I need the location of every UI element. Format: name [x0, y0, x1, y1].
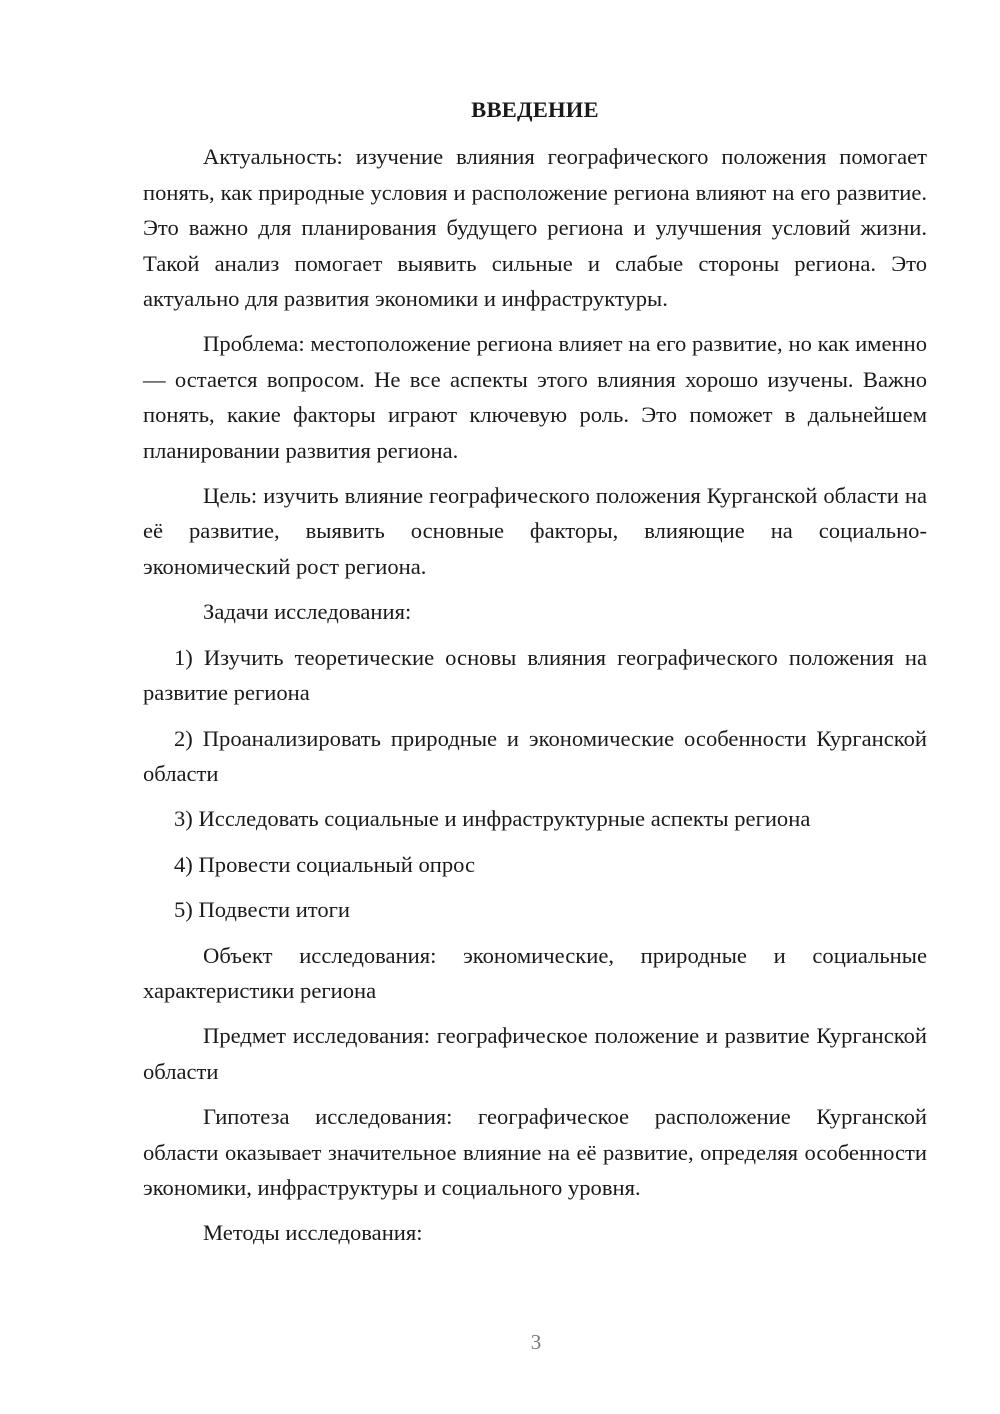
task-item-5: 5) Подвести итоги	[174, 897, 351, 923]
subject-paragraph: Предмет исследования: географическое положение и развитие Курганской области	[143, 1023, 927, 1084]
goal-paragraph: Цель: изучить влияние географического положения Курганской области на её развитие, выявить основные факторы, влияющие на социально-экономический рост региона.	[143, 483, 927, 579]
task-item-1: 1) Изучить теоретические основы влияния географического положения на развитие региона	[143, 644, 927, 706]
page-content	[143, 92, 927, 1261]
page-title: ВВЕДЕНИЕ	[471, 97, 599, 122]
page-number: 3	[530, 1330, 542, 1354]
methods-heading: Методы исследования:	[203, 1220, 423, 1246]
hypothesis-paragraph: Гипотеза исследования: географическое расположение Курганской области оказывает значительное влияние на её развитие, определяя особенности экономики, инфраструктуры и социального уровня.	[143, 1104, 927, 1200]
problem-paragraph: Проблема: местоположение региона влияет на его развитие, но как именно — остается вопросом. Не все аспекты этого влияния хорошо изучены. Важно понять, какие факторы играют ключевую роль. Это поможет в дальнейшем планировании развития региона.	[143, 331, 927, 463]
task-item-3: 3) Исследовать социальные и инфраструктурные аспекты региона	[174, 806, 811, 832]
tasks-heading: Задачи исследования:	[203, 599, 412, 625]
object-paragraph: Объект исследования: экономические, природные и социальные характеристики региона	[143, 942, 927, 1003]
task-item-4: 4) Провести социальный опрос	[174, 851, 476, 877]
relevance-paragraph: Актуальность: изучение влияния географического положения помогает понять, как природные условия и расположение региона влияют на его развитие. Это важно для планирования будущего региона и улучшения условий жизни. Такой анализ помогает выявить сильные и слабые стороны региона. Это актуально для развития экономики и инфраструктуры.	[143, 144, 927, 312]
task-item-2: 2) Проанализировать природные и экономические особенности Курганской области	[143, 725, 927, 786]
